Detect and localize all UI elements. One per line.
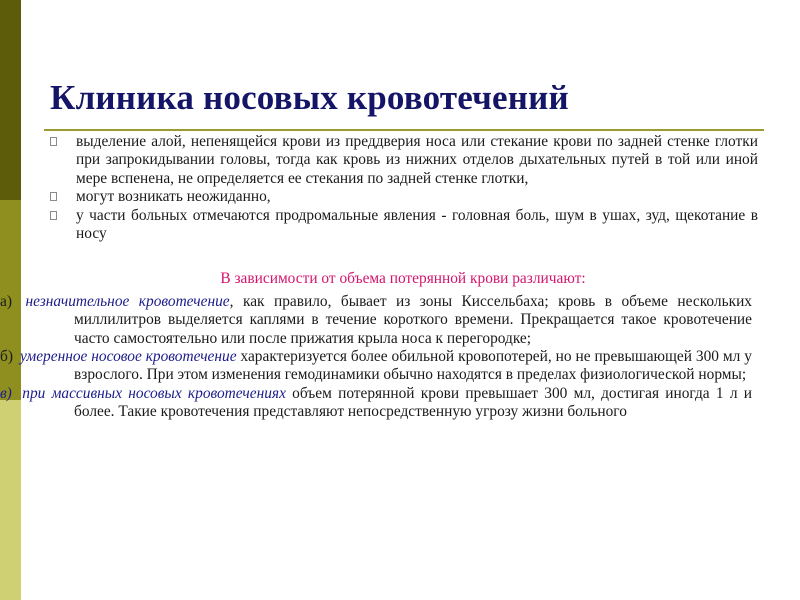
bullet-text: у части больных отмечаются продромальные явления - головная боль, шум в ушах, зуд, щекотание в носу [76, 206, 758, 243]
bullet-item [48, 133, 758, 188]
bullet-item [48, 188, 758, 206]
subheading: В зависимости от объема потерянной крови различают: [220, 270, 586, 288]
slide-content [0, 133, 758, 422]
classification-paragraph-a [0, 293, 752, 348]
bullet-text: могут возникать неожиданно, [76, 188, 271, 206]
bullet-text: выделение алой, непенящейся крови из преддверия носа или стекание крови по задней стенке глотки при запрокидывании головы, тогда как кровь из нижних отделов дыхательных путей в той или иной мере вспенена, не определяется ее стекания по задней стенке глотки, [76, 133, 758, 187]
paragraph-label: а) [0, 292, 12, 310]
title-divider [44, 129, 764, 131]
square-bullet-icon [50, 211, 57, 220]
paragraph-label: в) [0, 384, 12, 402]
bullet-list [48, 133, 758, 243]
bullet-item [48, 207, 758, 244]
paragraph-term: умеренное носовое кровотечение [19, 348, 237, 366]
paragraph-text: объем потерянной крови превышает 300 мл, достигая иногда 1 л и более. Такие кровотечения представляют непосредственную угрозу жизни больного [74, 384, 752, 421]
square-bullet-icon [50, 192, 57, 201]
paragraph-text: , как правило, бывает из зоны Киссельбаха; кровь в объеме нескольких миллилитров выделяется каплями в течение короткого времени. Прекращается такое кровотечение часто самостоятельно или после прижатия крыла носа к перегородке; [74, 292, 753, 347]
classification-paragraph-c [0, 385, 752, 422]
slide-title: Клиника носовых кровотечений [50, 78, 569, 117]
paragraph-label: б) [0, 348, 13, 366]
paragraph-term: при массивных носовых кровотечениях [22, 384, 286, 402]
classification-paragraph-b [0, 348, 752, 385]
paragraph-term: незначительное кровотечение [25, 292, 230, 310]
side-bar-top [0, 0, 21, 200]
paragraph-text: характеризуется более обильной кровопотерей, но не превышающей 300 мл у взрослого. При этом изменения гемодинамики обычно находятся в пределах физиологической нормы; [74, 348, 752, 384]
square-bullet-icon [50, 137, 57, 146]
side-bar-bottom [0, 400, 21, 600]
